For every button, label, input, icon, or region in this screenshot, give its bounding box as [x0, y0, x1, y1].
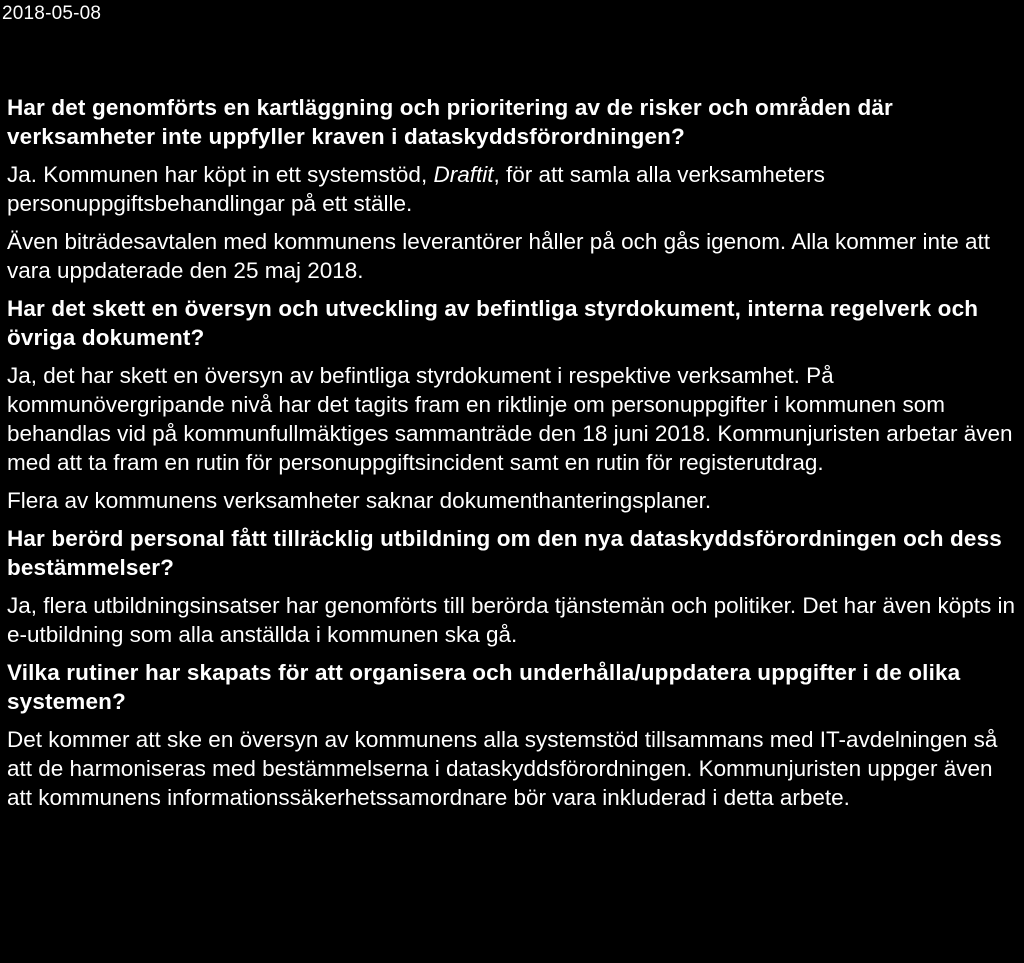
answer-text: , för att samla alla verksamheters personuppgiftsbehandlingar på ett ställe.	[7, 162, 825, 216]
section-4-answer-1: Det kommer att ske en översyn av kommunens alla systemstöd tillsammans med IT-avdelningen så att de harmoniseras med bestämmelserna i dataskyddsförordningen. Kommunjuristen uppger även att kommunens informationssäkerhetssamordnare bör vara inkluderad i detta arbete.	[7, 727, 998, 810]
section-2-answer-2: Flera av kommunens verksamheter saknar dokumenthanteringsplaner.	[7, 488, 712, 513]
section-2-answer-1: Ja, det har skett en översyn av befintliga styrdokument i respektive verksamhet. På kommunövergripande nivå har det tagits fram en riktlinje om personuppgifter i kommunen som behandlas vid på kommunfullmäktiges sammanträde den 18 juni 2018. Kommunjuristen arbetar även med att ta fram en rutin för personuppgiftsincident samt en rutin för registerutdrag.	[7, 363, 1013, 475]
answer-text: Ja. Kommunen har köpt in ett systemstöd,	[7, 162, 434, 187]
product-name: Draftit	[433, 162, 494, 187]
document-date: 2018-05-08	[2, 3, 102, 24]
section-1-answer-2: Även biträdesavtalen med kommunens leverantörer håller på och gås igenom. Alla kommer inte att vara uppdaterade den 25 maj 2018.	[7, 229, 991, 283]
section-1-question: Har det genomförts en kartläggning och prioritering av de risker och områden där verksamheter inte uppfyller kraven i dataskyddsförordningen?	[7, 95, 893, 149]
section-1-answer-1	[7, 160, 1023, 218]
section-3-answer-1: Ja, flera utbildningsinsatser har genomförts till berörda tjänstemän och politiker. Det har även köpts in e-utbildning som alla anställda i kommunen ska gå.	[7, 593, 1016, 647]
section-2-question: Har det skett en översyn och utveckling av befintliga styrdokument, interna regelverk och övriga dokument?	[7, 296, 979, 350]
document-body	[7, 93, 1023, 821]
section-3-question: Har berörd personal fått tillräcklig utbildning om den nya dataskyddsförordningen och dess bestämmelser?	[7, 526, 1002, 580]
section-4-question: Vilka rutiner har skapats för att organisera och underhålla/uppdatera uppgifter i de olika systemen?	[7, 660, 961, 714]
